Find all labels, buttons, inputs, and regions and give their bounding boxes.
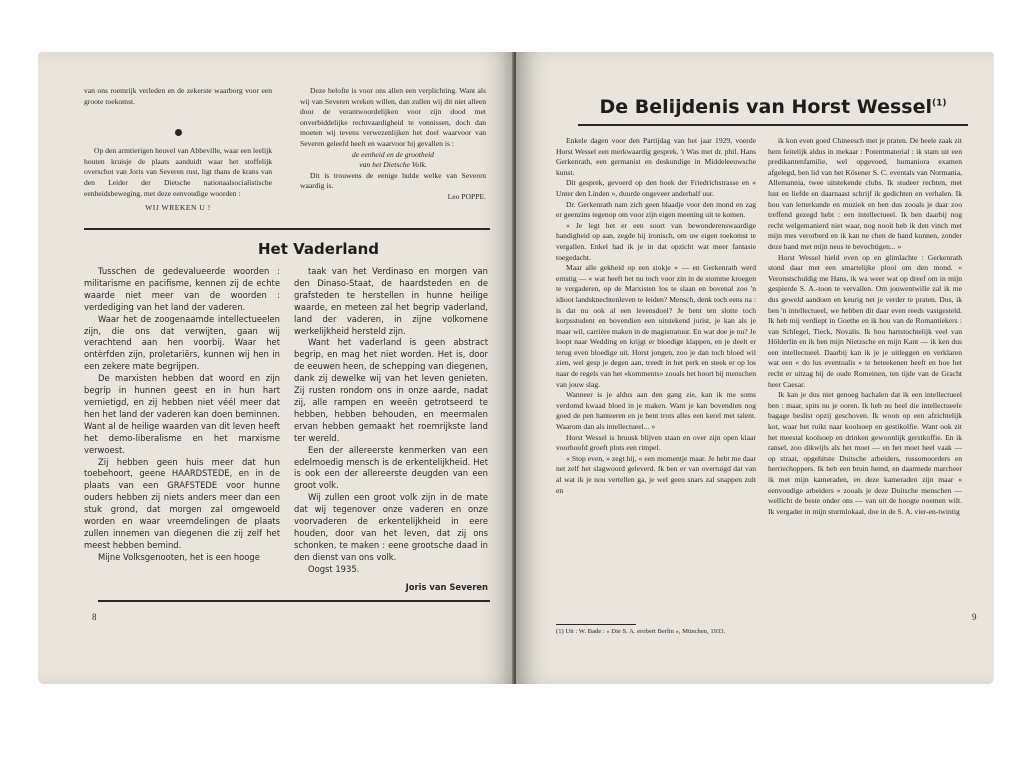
article-author: Joris van Severen (405, 581, 488, 592)
promise-paragraph: Deze belofte is voor ons allen een verplichting. Want als wij van Severen wreken willen, dan zullen wij dit niet alleen door de verantwoordelijken voor zijn dood met onverbiddelijke rechtvaardigheid te vonnissen, doch dan moeten wij tevens verwezenlijken het doel waarvoor van Severen geleefd heeft en waarvoor hij gevallen is : (300, 86, 486, 148)
article-paragraph: Waar het de zoogenaamde intellectueelen zijn, die ons dat verwijten, gaan wij verachtend aan hen voorbij. Waar het ontèrfden zijn, proletariërs, kunnen wij hen in een zekere mate begrijpen. (84, 313, 280, 372)
right-column-2 (768, 136, 962, 517)
abbeville-paragraph: Op den armtierigen heuvel van Abbeville, waar een leelijk houten kruisje de plaats aanduidt waar het stoffelijk overschot van Joris van Severen rust, ligt thans de krans van den Leider der Dietsche nationaalsocialistische eenheidsbeweging, met deze eenvoudige woorden : (84, 146, 272, 198)
left-page (38, 52, 514, 684)
right-column-1 (556, 136, 756, 496)
section-rule-bottom (98, 600, 490, 602)
article-paragraph: Zij hebben geen huis meer dat hun toebehoort, geene HAARDSTEDE, en in de plaats van een GRAFSTEDE voor hunne ouders hebben zij niets anders meer dan een stuk grond, dat morgen zal omgewoeld worden en waar vreemdelingen de plaats zullen innemen van diegenen die zij zelf het meest hebben bemind. (84, 456, 280, 550)
article-paragraph: Een der allereerste kenmerken van een edelmoedig mensch is de erkentelijkheid. Het is ook een der allereerste deugden van een groot volk. (294, 444, 488, 491)
page-number-right: 9 (972, 612, 977, 622)
article-paragraph: Want het vaderland is geen abstract begrip, en mag het niet worden. Het is, door de eeuwen heen, de schepping van diegenen, dank zij dewelke wij van het leven genieten. Zij rusten rondom ons in onze aarde, nadat zij, alle rampen en weeën getrotseerd te hebben, hebben behouden, en meermalen ervan hebben gemaakt het roemrijkste land ter wereld. (294, 337, 488, 443)
footnote: (1) Uit : W. Bade : « Die S. A. erobert Berlin », München, 1933. (556, 628, 726, 635)
article-paragraph: Horst Wessel is bruusk blijven staan en over zijn open klaar voorhoofd groeft plots een rimpel. (556, 432, 756, 453)
footnote-rule (556, 624, 636, 625)
page-number-left: 8 (92, 612, 97, 622)
title-footnote-marker: (1) (932, 98, 947, 109)
article-paragraph: Ik kan je dus niet genoeg hachalen dat ik een intellectueel ben : maar, spits nu je ooren. Ik heb nu heel die intellectueele bagage beslist opzij geschoven. Ik woon op een afzichtelijk kot, waar het ruikt naar koolsoep en gestikolfie. Want ook zit het meestal koolsoep en drinken gewoonlijk gerstkoffie. En ik ransel, zoo dikwijls als het moet — en het moet heel vaak — op straat, opgehitste Duitsche arbeiders, russomoorders en herriechoppers. Ik heb een bruin hemd, en daarmede marcheer ik met mijn kameraden, en deze kameraden zijn maar « eenvoudige arbeiders » zooals je deze Duitsche menschen — wellicht de beste onder ons — van uit de hoogte noemen wilt. Ik vergader in mijn sturmlokaal, doe in de S. A. vier-en-twintig (768, 390, 962, 516)
article-paragraph: Dr. Gerkenrath nam zich geen blaadje voor den mond en zag er geenzins tegenop om voor zijn eigen meening uit te komen. (556, 199, 756, 220)
section-rule-top (84, 228, 490, 230)
signature-poppe: Leo POPPE. (447, 191, 486, 201)
article-paragraph: Enkele dagen voor den Partijdag van het jaar 1929, voerde Horst Wessel een merkwaardig gesprek. 't Was met dr. phil. Hans Gerkenrath, een germanist en deskundige in Middeleeuwsche kunst. (556, 136, 756, 177)
closing-paragraph: Dit is trouwens de eenige hulde welke van Severen waardig is. (300, 170, 486, 191)
left-top-column-1 (84, 86, 272, 214)
right-page (516, 52, 994, 684)
article-paragraph: De marxisten hebben dat woord en zijn begrip in hunnen geest en in hun hart vernietigd, en zij hebben niet véél meer dat hen het land der vaderen kan doen beminnen. Want al de heilige waarden van dit leven heeft het demo-liberalisme en het marxisme verwoest. (84, 373, 280, 455)
article-title: Het Vaderland (258, 240, 380, 258)
article-paragraph: taak van het Verdinaso en morgen van den Dinaso-Staat, de haardsteden en de grafsteden te herstellen in hunne heilige waarde, en meteen zal het begrip vaderland, land der vaderen, in zijne volkomene werkelijkheid hersteld zijn. (294, 266, 488, 336)
article-paragraph: Mijne Volksgenooten, het is een hooge (98, 551, 260, 562)
title-text: De Belijdenis van Horst Wessel (599, 96, 932, 118)
italic-line-1: de eenheid en de grootheid (352, 149, 434, 159)
magazine-spread (38, 52, 994, 684)
article-date: Oogst 1935. (308, 563, 360, 574)
article-column-2 (294, 266, 488, 593)
article-paragraph: Maar alle gekheid op een stokje » — en Gerkenrath werd ernstig — « wat heeft het nu toch voor zin in de stomme kroegen te vergaderen, op de Marxisten los te slaan en bovenal zoo 'n idioot landsknechtenleven te leiden? Mensch, denk toch eens na : is dat nu ook al een levensdoel? Je bent ten slotte toch korpsstudent en bovendien een uitstekend jurist, je kan als je maar wil, carrière maken in de magistratuur. En wat doe je nu? Je loopt naar Wedding en krijgt er bloedige klappen, en je deelt er terug even bloedige uit. Horst jongen, zoo je dan toch bloed wil zien, wel gesp je degen aan, treedt in het perk en steek er op los naar de regels van het «komments» zooals het hoort bij menschen van jouw slag. (556, 263, 756, 389)
article-paragraph: Dit gesprek, gevoerd op den hoek der Friedrichstrasse en « Unter den Linden », duurde ongeveer anderhalf uur. (556, 178, 756, 198)
article-paragraph: « Stop even, » zegt hij, « een momentje maar. Je hebt me daar net zelf het slagwoord geleverd. Ik ben er van overtuigd dat van al wat ik je nou vertellen ga, je wel geen snars zal snappen zult en (556, 453, 756, 495)
article-column-1 (84, 266, 280, 564)
article-paragraph: Tusschen de gedevalueerde woorden : militarisme en pacifisme, kennen zij de echte waarde niet meer van de woorden : verdediging van het land der vaderen. (84, 266, 280, 312)
italic-line-2: van het Dietsche Volk. (359, 160, 427, 170)
article-title-right (578, 96, 968, 118)
wreath-motto: WIJ WREKEN U ! (145, 203, 211, 213)
article-paragraph: « Je legt het er een soort van bewonderenswaardige handigheid op aan, zegde hij ironisch, om uw eigen toekomst te vergallen. Enkel had ik je in dat opzicht wat meer fantasie toegedacht. (556, 220, 756, 262)
bullet-ornament-icon (175, 129, 182, 136)
left-top-column-2 (300, 86, 486, 203)
continuation-text: van ons roemrijk verleden en de zekerste waarborg voor een groote toekomst. (84, 86, 272, 106)
article-paragraph: Wij zullen een groot volk zijn in de mate dat wij tegenover onze vaderen en onze voorvaderen de erkentelijkheid in eere houden, door van het leven, dat zij ons schonken, te maken : eene grootsche daad in den dienst van ons volk. (294, 492, 488, 562)
article-paragraph: ik kon even goed Chineesch met je praten. De heele zaak zit hem feitelijk aldus in mekaar : Potentmaterial : ik stam uit een predikantenfamilie, wel opgevoed, humaniora examen afgelegd, ben lid van het Kösener S. C. eventals van Normania, Allemannia, twee uitstekende clubs. Ik studeer rechten, met lust en liefde en daarnaast schrijf ik gedichten en verhalen. Ik hou van letterkunde en muziek en ben dus zooals je daar zoo treffend gezegd hebt : een intellectueel. Ik ben daarbij nog recht welgemanierd niet waar, nog nooit heb ik den vinch met mijn mes verorberd en ik kan ne chen de hand kunnen, zonder deze hand met mijn neus te bevochtigen... » (768, 136, 962, 251)
title-rule (578, 124, 968, 126)
article-paragraph: Horst Wessel hield even op en glimlachte : Gerkenrath stond daar met een smartelijke plooi om den mond. « Veronstschuldig me Hans, ik wa weer wat op dreef om in mijn gespierde S. A.-toon te vervallen. Om jouwentwille zal ik me dus geweld aandoen en keurig net je verder te praten. Dus, ik ben 'n intellectueel, we hebben dit daar even reeds vastgesteld. Ik heb mij verdiept in Goethe en ik hou van de Romantiekers : van Schlegel, Tieck, Novalis. Ik hou hartstochtelijk veel van Hölderlin en ik ben mijn Nietzsche en mijn Kant — ik ken dus een intellectueel. Daarbij kan ik je je uitleggen en verklaren wat een « do lus eventualis » te beteekenen heeft en hoe het recht er uitzag bij de oude Romeinen, ten tijde van de Gracht heer Caesar. (768, 252, 962, 389)
article-paragraph: Wanneer is je aldus aan den gang zie, kan ik me soms verdomd kwaad bloed in je maken. Want je kan bovendien nog goed de pen hanteeren en je bent trots alles een kerel met talent. Waarom dan als intellectueel... » (556, 390, 756, 432)
